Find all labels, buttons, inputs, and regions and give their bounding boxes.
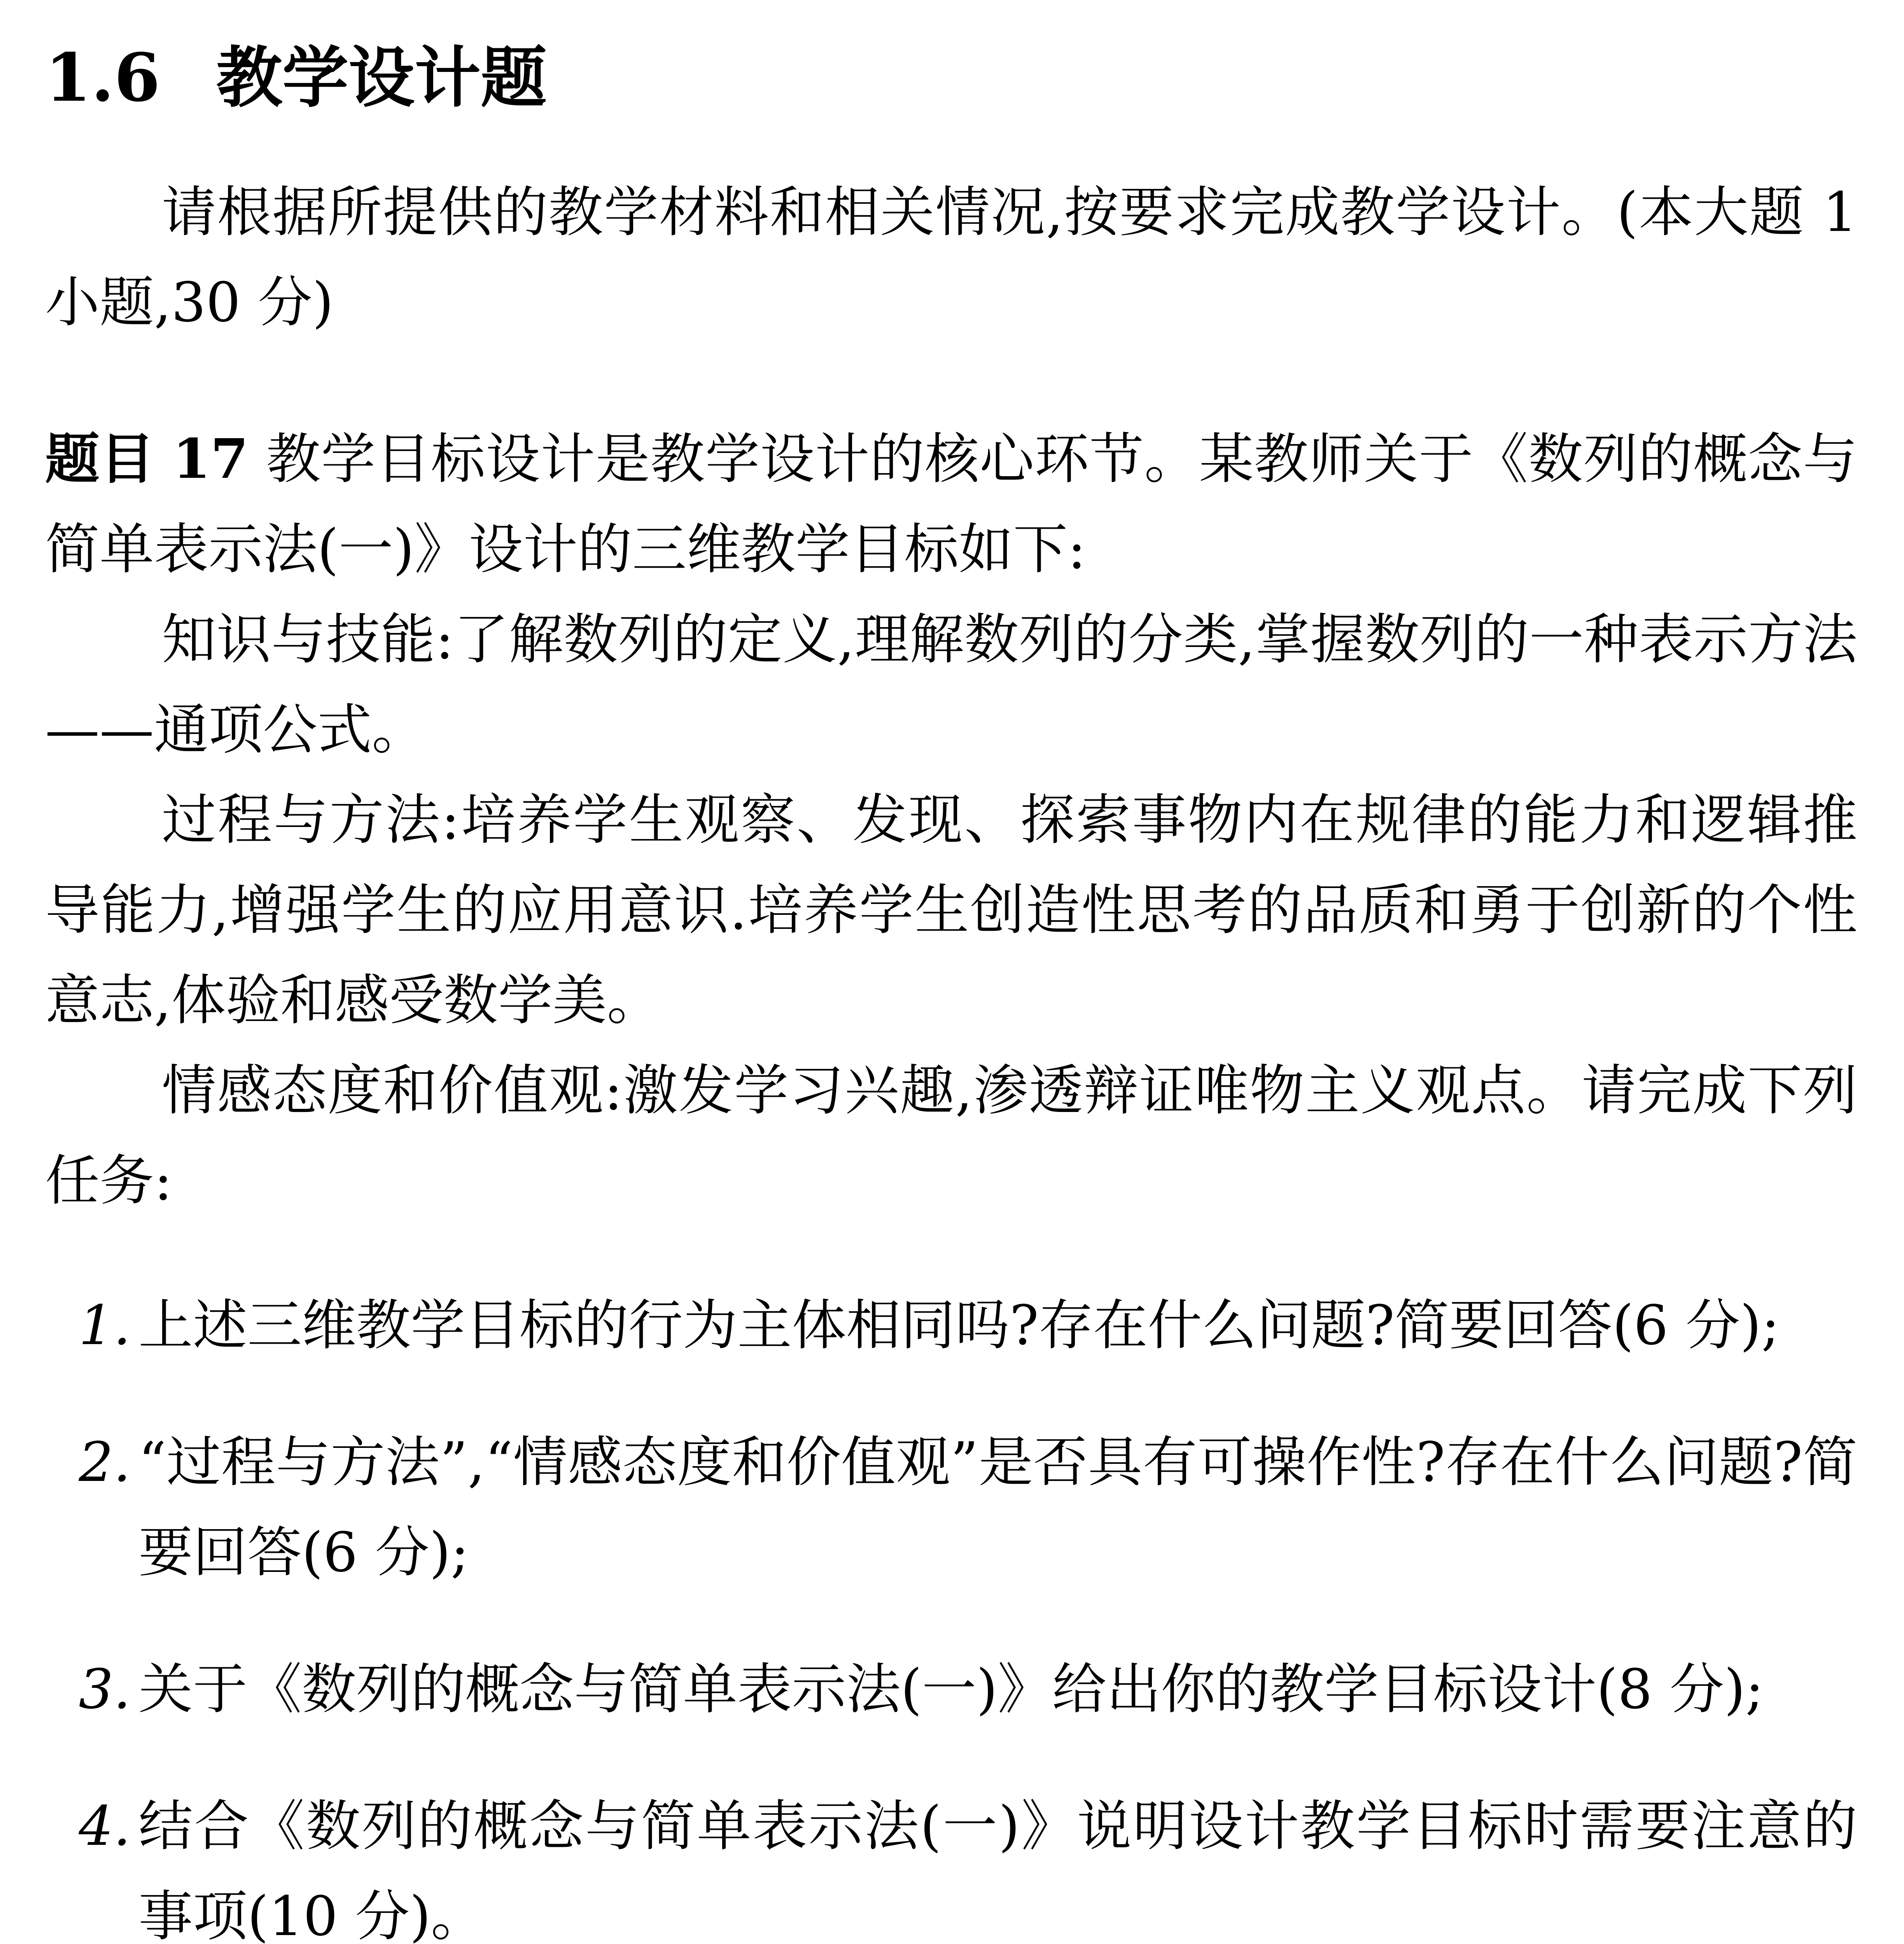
- section-number: 1.6: [45, 39, 160, 117]
- objective-knowledge: 知识与技能:了解数列的定义,理解数列的分类,掌握数列的一种表示方法——通项公式。: [45, 608, 1857, 762]
- question-label: 题目: [45, 428, 155, 491]
- task-text: 结合《数列的概念与简单表示法(一)》说明设计教学目标时需要注意的事项(10 分)。: [138, 1795, 1857, 1944]
- task-number: 4.: [79, 1795, 131, 1858]
- task-text: 关于《数列的概念与简单表示法(一)》给出你的教学目标设计(8 分);: [138, 1658, 1764, 1721]
- objective-process: 过程与方法:培养学生观察、发现、探索事物内在规律的能力和逻辑推导能力,增强学生的应用意识.培养学生创造性思考的品质和勇于创新的个性意志,体验和感受数学美。: [45, 788, 1857, 1032]
- task-list: [45, 1281, 1857, 1944]
- section-instructions: 请根据所提供的教学材料和相关情况,按要求完成教学设计。(本大题 1 小题,30 分): [45, 181, 1857, 334]
- section-heading: [45, 35, 1857, 121]
- question-intro: 教学目标设计是教学设计的核心环节。某教师关于《数列的概念与简单表示法(一)》设计的三维教学目标如下:: [45, 428, 1857, 581]
- objective-attitude: 情感态度和价值观:激发学习兴趣,渗透辩证唯物主义观点。请完成下列任务:: [45, 1059, 1857, 1213]
- question-intro-paragraph: [45, 414, 1857, 595]
- document-page: [45, 35, 1857, 1944]
- task-number: 2.: [79, 1431, 131, 1494]
- list-item: [45, 1645, 1857, 1735]
- list-item: [45, 1418, 1857, 1598]
- task-number: 1.: [79, 1294, 131, 1357]
- question-number: 17: [172, 427, 248, 491]
- task-number: 3.: [79, 1658, 131, 1721]
- list-item: [45, 1781, 1857, 1944]
- section-title: 教学设计题: [216, 40, 547, 117]
- task-text: “过程与方法”,“情感态度和价值观”是否具有可操作性?存在什么问题?简要回答(6 分);: [138, 1431, 1857, 1584]
- list-item: [45, 1281, 1857, 1371]
- task-text: 上述三维教学目标的行为主体相同吗?存在什么问题?简要回答(6 分);: [138, 1294, 1780, 1357]
